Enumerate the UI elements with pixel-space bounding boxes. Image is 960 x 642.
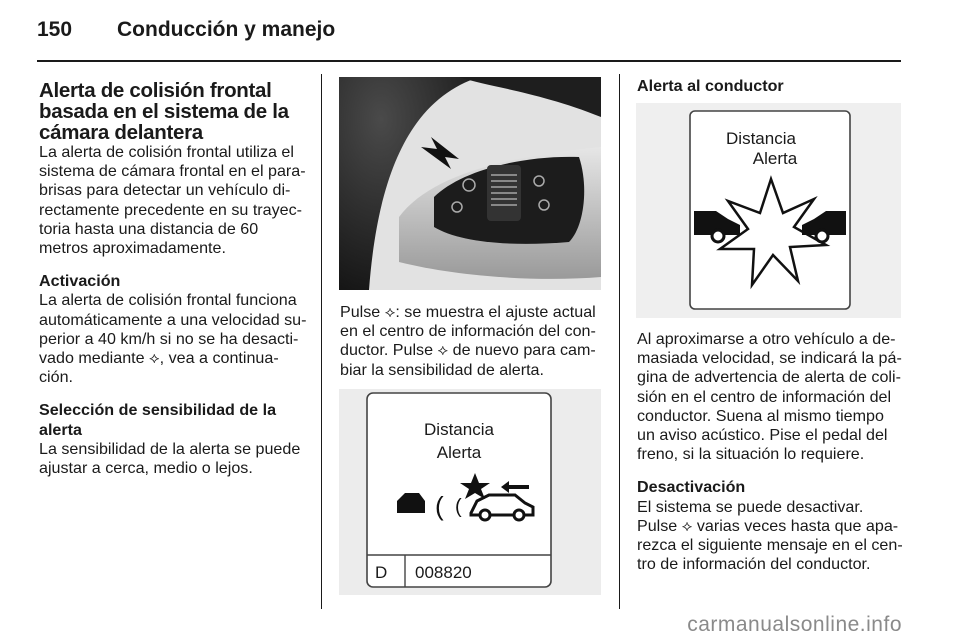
alert-paragraph: Al aproximarse a otro vehículo a de-masiada velocidad, se indicará la pá-gina de advertencia de alerta de coli-sión en el centro de información del conductor. Suena al mismo tiempo un aviso acústico. Pise el pedal del freno, si la situación lo requiere. [637, 330, 902, 464]
section-heading: Alerta de colisión frontal basada en el sistema de la cámara delantera [39, 79, 289, 144]
intro-paragraph: La alerta de colisión frontal utiliza el sistema de cámara frontal en el para-brisas para detectar un vehículo di-rectamente precedente en su trayec-toria hasta una distancia de 60 metros aproximadamente. [39, 143, 306, 258]
column-divider-left [321, 74, 322, 609]
activation-heading: Activación [39, 272, 121, 291]
press-paragraph: Pulse ⟡: se muestra el ajuste actual en el centro de información del con-ductor. Pulse ⟡ de nuevo para cam-biar la sensibilidad de alerta. [340, 303, 596, 379]
alert-line-1: Distancia [726, 129, 796, 148]
display-code-letter: D [375, 563, 388, 582]
deactivation-paragraph: El sistema se puede desactivar. Pulse ⟡ varias veces hasta que apa-rezca el siguiente mensaje en el cen-tro de información del conductor. [637, 497, 903, 574]
driver-alert-heading: Alerta al conductor [637, 77, 784, 95]
svg-text:(: ( [435, 491, 444, 521]
activation-paragraph: La alerta de colisión frontal funciona automáticamente a una velocidad su-perior a 40 km/h si no se ha desacti-vado mediante ⟡, vea a continua-ción. [39, 291, 307, 387]
steering-wheel-photo [339, 77, 601, 290]
right-column-text [637, 330, 905, 574]
watermark-text: carmanualsonline.info [687, 613, 902, 636]
collision-alert-figure [636, 103, 901, 318]
display-line-1: Distancia [424, 420, 494, 439]
left-column [39, 80, 309, 478]
display-code-value: 008820 [415, 563, 472, 582]
sensitivity-display-figure [339, 389, 601, 595]
sensitivity-paragraph: La sensibilidad de la alerta se puede ajustar a cerca, medio o lejos. [39, 439, 301, 478]
deactivation-heading: Desactivación [637, 478, 746, 497]
page-number: 150 [37, 18, 73, 41]
column-divider-right [619, 74, 620, 609]
header-rule [37, 60, 901, 62]
display-line-2: Alerta [436, 443, 482, 462]
sensitivity-heading: Selección de sensibilidad de la alerta [39, 401, 277, 439]
steering-wheel-illustration [339, 77, 601, 290]
svg-text:(: ( [455, 496, 462, 518]
middle-column-text [340, 303, 605, 380]
alert-line-2: Alerta [752, 149, 798, 168]
page-title: Conducción y manejo [117, 18, 336, 41]
